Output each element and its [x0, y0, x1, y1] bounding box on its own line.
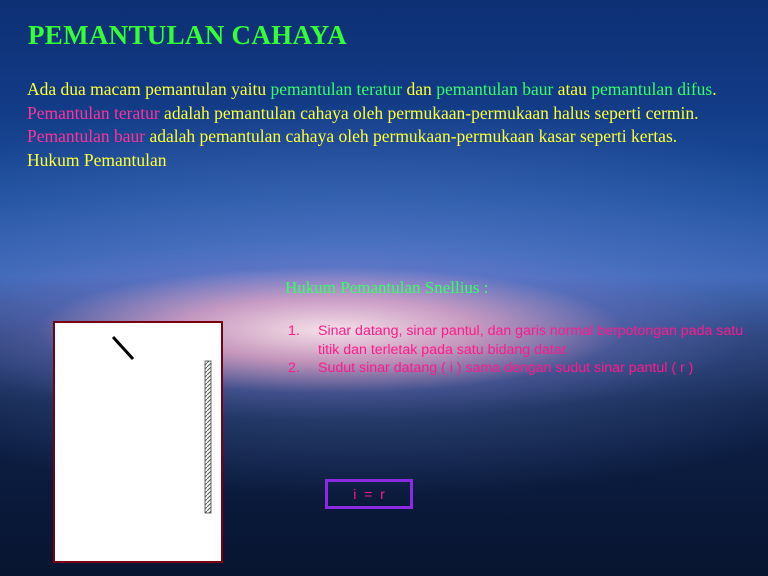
law-text: Sinar datang, sinar pantul, dan garis normal berpotongan pada satu titik dan terletak pada satu bidang datar. — [318, 323, 744, 358]
law-heading: Hukum Pemantulan Snellius : — [285, 278, 489, 297]
law-list — [288, 322, 748, 378]
law-number: 1. — [288, 323, 300, 339]
law-number: 2. — [288, 360, 300, 376]
law-item — [288, 322, 748, 359]
text-segment: . — [712, 79, 717, 99]
text-segment: adalah pemantulan cahaya oleh permukaan-permukaan halus seperti cermin. — [159, 102, 699, 123]
term-diffuse: pemantulan difus — [591, 79, 713, 99]
term-diffuse: Pemantulan baur — [27, 126, 146, 146]
body-text — [27, 78, 757, 172]
paragraph-regular — [27, 102, 757, 126]
term-regular: Pemantulan teratur — [27, 102, 160, 123]
law-text: Sudut sinar datang ( i ) sama dengan sudut sinar pantul ( r ) — [318, 360, 694, 376]
text-segment: dan — [402, 79, 437, 99]
diagram-canvas — [55, 323, 221, 561]
reflection-diagram — [53, 321, 223, 563]
text-segment: Ada dua macam pemantulan yaitu — [27, 79, 271, 99]
paragraph-law-title: Hukum Pemantulan — [27, 149, 167, 170]
formula-box: i = r — [325, 479, 413, 509]
mirror-hatched — [205, 361, 211, 513]
law-item — [288, 359, 748, 378]
text-segment: adalah pemantulan cahaya oleh permukaan-permukaan kasar seperti kertas. — [145, 126, 678, 146]
term-diffuse-reflection: pemantulan baur — [436, 79, 554, 99]
term-regular-reflection: pemantulan teratur — [270, 79, 403, 99]
paragraph-types — [27, 78, 757, 102]
slide-title: PEMANTULAN CAHAYA — [28, 20, 347, 50]
incident-ray-line — [113, 337, 133, 359]
text-segment: atau — [553, 79, 592, 99]
paragraph-diffuse — [27, 125, 757, 149]
